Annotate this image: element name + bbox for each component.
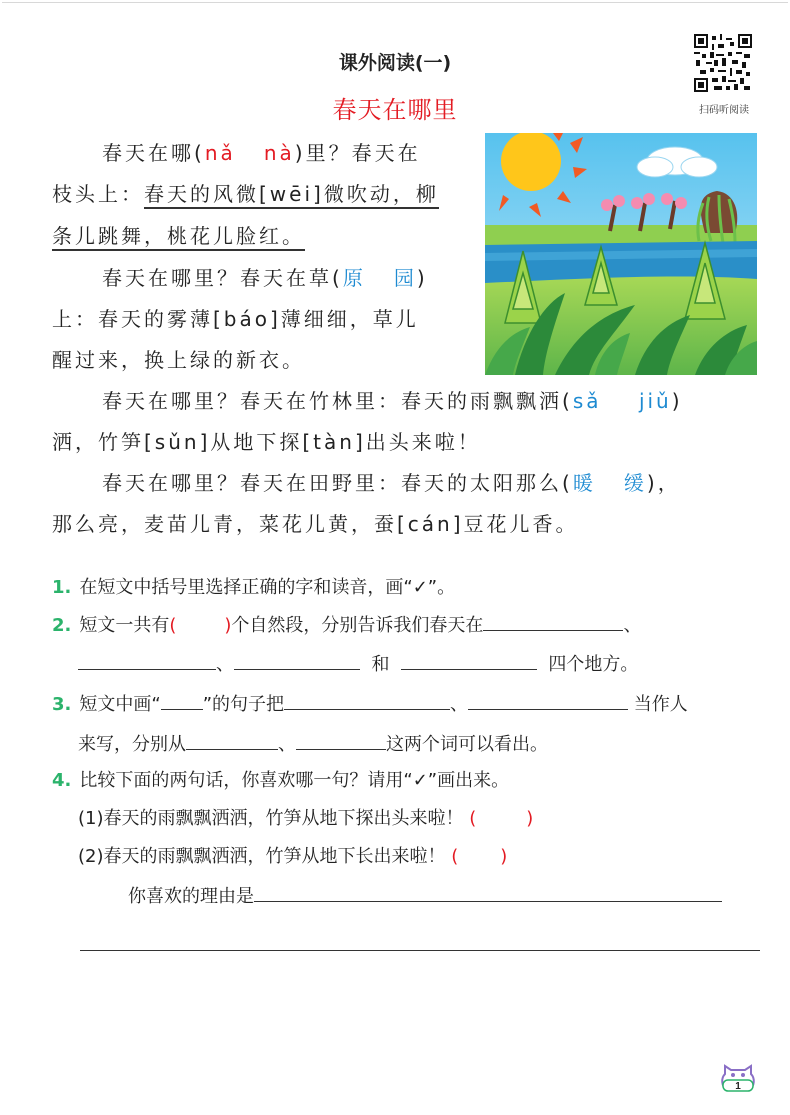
qr-caption: 扫码听阅读 (699, 105, 749, 116)
line-mark (161, 691, 203, 710)
question-text: 短文一共有 (79, 615, 170, 636)
p4-text: 春天在哪里？春天在田野里：春天的太阳那么( (102, 471, 573, 495)
question-text: 、 (623, 615, 642, 636)
reason-blank-line2[interactable] (80, 950, 760, 951)
p1-text: 春天在哪( (102, 141, 205, 165)
question-text: ”的句子把 (202, 694, 285, 715)
p3-line2: 洒，竹笋[sǔn]从地下探[tàn]出头来啦！ (52, 430, 481, 454)
question-number: 4. (52, 770, 72, 791)
page-number: 1 (735, 1081, 741, 1092)
char-option[interactable]: 缓 (623, 471, 647, 495)
qr-code-icon[interactable] (694, 34, 752, 92)
p3-text: ) (671, 389, 683, 413)
p2-line3: 醒过来，换上绿的新衣。 (52, 348, 305, 372)
question-4 (52, 766, 509, 792)
sentence-option-1 (78, 804, 533, 830)
p2-line2: 上：春天的雾薄[báo]薄细细，草儿 (52, 307, 419, 331)
question-text: 和 (371, 654, 390, 675)
sentence-option-2 (78, 842, 507, 868)
answer-blank[interactable] (401, 651, 537, 670)
answer-paren: ( (451, 846, 459, 867)
passage-title: 春天在哪里 (332, 96, 458, 124)
pinyin-option[interactable]: nà (263, 141, 295, 165)
answer-blank[interactable] (296, 731, 386, 750)
p1-text: )里？春天在 (294, 141, 421, 165)
sentence-text: (2)春天的雨飘飘洒洒，竹笋从地下长出来啦！ (78, 846, 446, 867)
p2-text: ) (416, 266, 428, 290)
p1-line3 (52, 220, 305, 249)
question-text: 短文中画“ (79, 694, 161, 715)
answer-paren: ) (224, 615, 232, 636)
question-text: 比较下面的两句话，你喜欢哪一句？请用“✓”画出来。 (79, 770, 510, 791)
answer-blank[interactable] (234, 651, 360, 670)
answer-paren: ( (469, 808, 477, 829)
page-title: 课外阅读(一) (338, 52, 452, 74)
question-2-line2 (78, 650, 638, 676)
underlined-sentence: 春天的风微[wēi]微吹动，柳 (144, 182, 439, 209)
reason-line (128, 882, 722, 908)
p3-text: 春天在哪里？春天在竹林里：春天的雨飘飘洒( (102, 389, 573, 413)
p1-text: 枝头上： (52, 182, 144, 206)
underlined-sentence: 条儿跳舞，桃花儿脸红。 (52, 224, 305, 251)
answer-blank[interactable] (78, 651, 216, 670)
char-option[interactable]: 原 (342, 266, 366, 290)
p2-text: 春天在哪里？春天在草( (102, 266, 343, 290)
question-3-line2 (78, 730, 548, 756)
question-text: 当作人 (633, 694, 688, 715)
answer-paren: ) (500, 846, 508, 867)
p4-text: )， (646, 471, 681, 495)
p1-line2 (52, 178, 439, 207)
question-text: 来写，分别从 (78, 734, 186, 755)
answer-blank[interactable] (468, 691, 628, 710)
question-text: 、 (450, 694, 469, 715)
answer-blank[interactable] (186, 731, 278, 750)
answer-paren: ( (169, 615, 177, 636)
answer-blank[interactable] (284, 691, 450, 710)
pinyin-option[interactable]: nǎ (204, 141, 236, 165)
sentence-text: (1)春天的雨飘飘洒洒，竹笋从地下探出头来啦！ (78, 808, 464, 829)
question-text: 、 (278, 734, 296, 755)
page-number-badge (719, 1060, 757, 1092)
pinyin-option[interactable]: sǎ (572, 389, 602, 413)
p1-line1 (102, 137, 421, 166)
reason-label: 你喜欢的理由是 (128, 886, 254, 907)
question-1 (52, 573, 455, 599)
question-2 (52, 611, 641, 637)
question-text: 这两个词可以看出。 (386, 734, 548, 755)
reason-blank[interactable] (254, 883, 722, 902)
spring-scene-illustration (485, 133, 757, 375)
question-number: 2. (52, 615, 72, 636)
question-text: 、 (216, 654, 234, 675)
question-number: 1. (52, 577, 72, 598)
char-option[interactable]: 暖 (572, 471, 596, 495)
question-number: 3. (52, 694, 72, 715)
char-option[interactable]: 园 (393, 266, 417, 290)
p3-line1 (102, 385, 683, 414)
question-text: 四个地方。 (548, 654, 639, 675)
answer-blank[interactable] (483, 612, 623, 631)
question-text: 个自然段，分别告诉我们春天在 (231, 615, 484, 636)
p4-line2: 那么亮，麦苗儿青，菜花儿黄，蚕[cán]豆花儿香。 (52, 512, 579, 536)
p4-line1 (102, 467, 681, 496)
question-3 (52, 690, 688, 716)
question-text: 在短文中括号里选择正确的字和读音，画“✓”。 (79, 577, 456, 598)
answer-paren: ) (526, 808, 534, 829)
p2-line1 (102, 262, 428, 291)
pinyin-option[interactable]: jiǔ (638, 389, 672, 413)
